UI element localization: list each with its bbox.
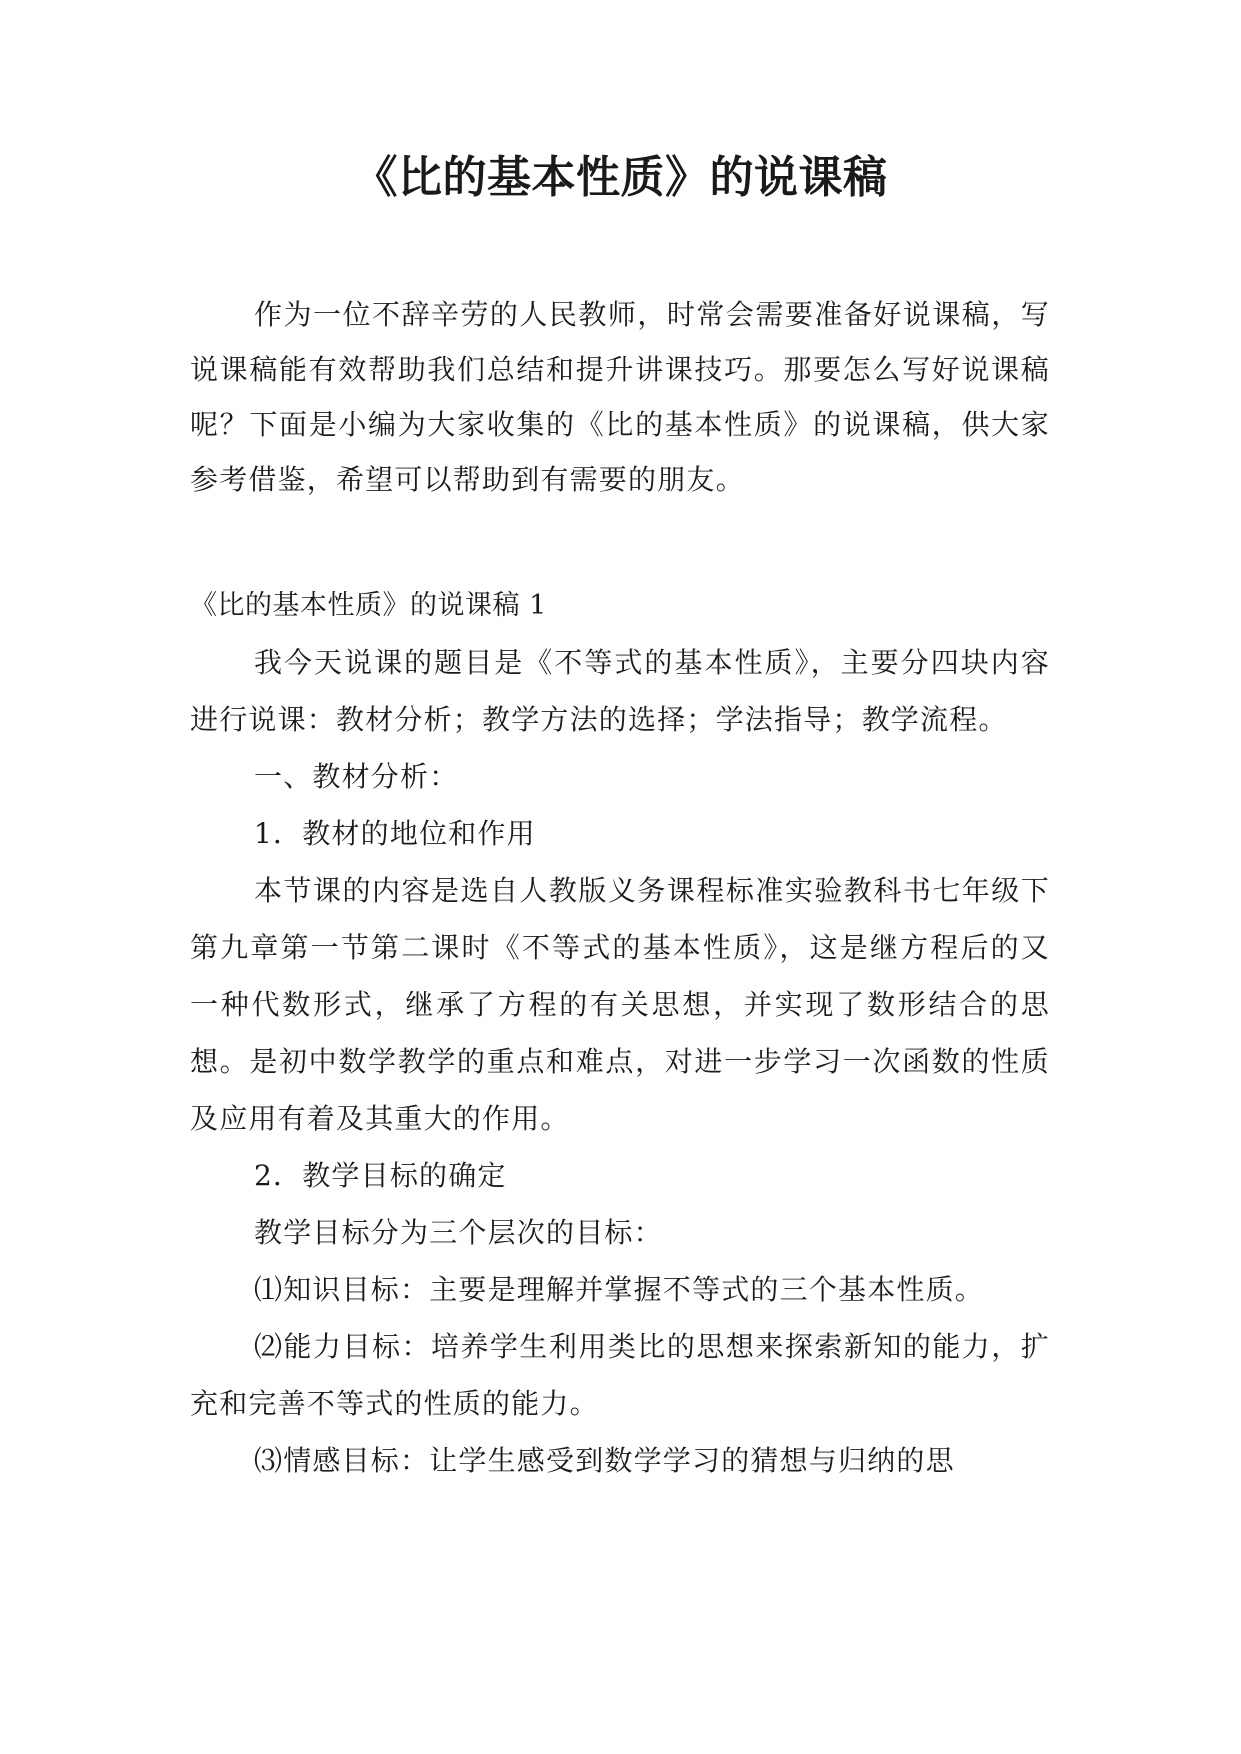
body-paragraph: ⑶情感目标：让学生感受到数学学习的猜想与归纳的思 <box>254 1444 955 1477</box>
body-paragraph: 教学目标分为三个层次的目标： <box>254 1216 663 1249</box>
section-heading: 《比的基本性质》的说课稿 1 <box>190 590 547 621</box>
document-title: 《比的基本性质》的说课稿 <box>353 152 888 203</box>
body-paragraph: ⑴知识目标：主要是理解并掌握不等式的三个基本性质。 <box>254 1273 985 1306</box>
body-paragraph: 本节课的内容是选自人教版义务课程标准实验教科书七年级下第九章第一节第二课时《不等式的基本性质》，这是继方程后的又一种代数形式，继承了方程的有关思想，并实现了数形结合的思想。是初中数学教学的重点和难点，对进一步学习一次函数的性质及应用有着及其重大的作用。 <box>190 874 1050 1135</box>
body-paragraph: 一、教材分析： <box>254 760 459 793</box>
intro-paragraph: 作为一位不辞辛劳的人民教师，时常会需要准备好说课稿，写说课稿能有效帮助我们总结和提升讲课技巧。那要怎么写好说课稿呢？下面是小编为大家收集的《比的基本性质》的说课稿，供大家参考借鉴，希望可以帮助到有需要的朋友。 <box>190 298 1050 496</box>
body-paragraph: 1．教材的地位和作用 <box>254 817 536 850</box>
body-paragraph: ⑵能力目标：培养学生利用类比的思想来探索新知的能力，扩充和完善不等式的性质的能力。 <box>190 1330 1050 1420</box>
document-body <box>190 577 1050 1489</box>
body-paragraph: 2．教学目标的确定 <box>254 1159 507 1192</box>
body-paragraph: 我今天说课的题目是《不等式的基本性质》，主要分四块内容进行说课：教材分析；教学方法的选择；学法指导；教学流程。 <box>190 646 1050 736</box>
